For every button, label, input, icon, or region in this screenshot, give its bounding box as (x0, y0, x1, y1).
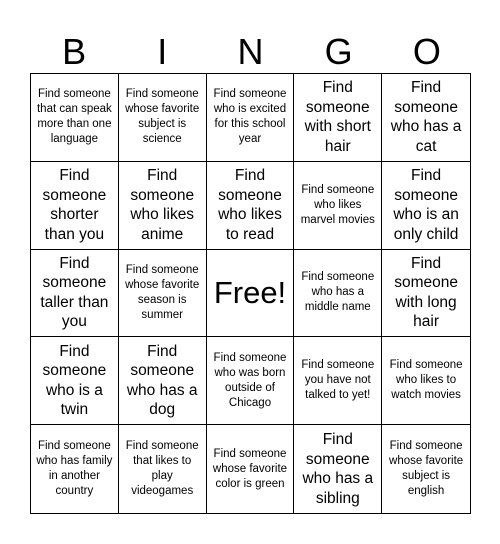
bingo-cell[interactable] (382, 74, 470, 162)
cell-text: Find someone who likes to watch movies (389, 359, 463, 402)
bingo-cell[interactable] (382, 425, 470, 513)
cell-text: Find someone who has a sibling (302, 431, 374, 507)
bingo-cell[interactable] (119, 250, 207, 338)
bingo-cell[interactable] (382, 162, 470, 250)
cell-text: Find someone who likes to read (218, 167, 282, 243)
header-letter-b: B (62, 31, 87, 72)
bingo-cell[interactable] (31, 425, 119, 513)
cell-text: Find someone that can speak more than one language (36, 88, 112, 146)
cell-text: Find someone shorter than you (42, 167, 107, 243)
header-letter-n: N (237, 31, 264, 72)
cell-text: Find someone who has a middle name (301, 271, 375, 314)
bingo-cell[interactable] (119, 162, 207, 250)
cell-text: Find someone whose favorite color is green (212, 447, 288, 490)
bingo-cell[interactable] (382, 250, 470, 338)
cell-text: Find someone you have not talked to yet! (301, 359, 375, 402)
cell-text: Find someone who has a cat (390, 79, 462, 155)
cell-text: Find someone who has a dog (126, 342, 198, 419)
cell-text: Find someone who likes anime (130, 167, 195, 243)
bingo-cell[interactable] (294, 250, 382, 338)
cell-text: Find someone that likes to play videogames (125, 440, 199, 498)
bingo-cell[interactable] (207, 74, 295, 162)
cell-text: Find someone with long hair (394, 254, 458, 331)
header-letter-o: O (412, 31, 441, 72)
cell-text: Find someone who was born outside of Chicago (213, 351, 287, 409)
bingo-cell[interactable] (119, 74, 207, 162)
cell-text: Find someone with short hair (304, 79, 371, 155)
cell-text: Find someone whose favorite season is summer (125, 263, 200, 321)
bingo-cell[interactable] (31, 337, 119, 425)
bingo-cell[interactable] (294, 337, 382, 425)
cell-text: Find someone who has family in another country (36, 440, 113, 498)
bingo-header (30, 30, 471, 74)
header-letter-i: I (157, 31, 168, 72)
bingo-cell[interactable] (294, 425, 382, 513)
free-space-cell[interactable] (207, 250, 295, 338)
free-space-text: Free! (213, 275, 287, 311)
cell-text: Find someone who likes marvel movies (300, 183, 375, 226)
bingo-cell[interactable] (207, 337, 295, 425)
bingo-cell[interactable] (31, 74, 119, 162)
cell-text: Find someone whose favorite subject is english (389, 440, 464, 498)
bingo-cell[interactable] (31, 250, 119, 338)
bingo-cell[interactable] (119, 337, 207, 425)
bingo-cell[interactable] (382, 337, 470, 425)
bingo-board (30, 73, 471, 514)
bingo-cell[interactable] (31, 162, 119, 250)
bingo-cell[interactable] (294, 74, 382, 162)
cell-text: Find someone who is an only child (393, 167, 459, 243)
cell-text: Find someone whose favorite subject is science (125, 88, 200, 146)
bingo-cell[interactable] (207, 162, 295, 250)
cell-text: Find someone who is a twin (42, 342, 107, 419)
bingo-cell[interactable] (207, 425, 295, 513)
cell-text: Find someone who is excited for this school year (213, 88, 287, 146)
bingo-cell[interactable] (294, 162, 382, 250)
bingo-cell[interactable] (119, 425, 207, 513)
header-letter-g: G (324, 31, 353, 72)
cell-text: Find someone taller than you (40, 254, 109, 331)
